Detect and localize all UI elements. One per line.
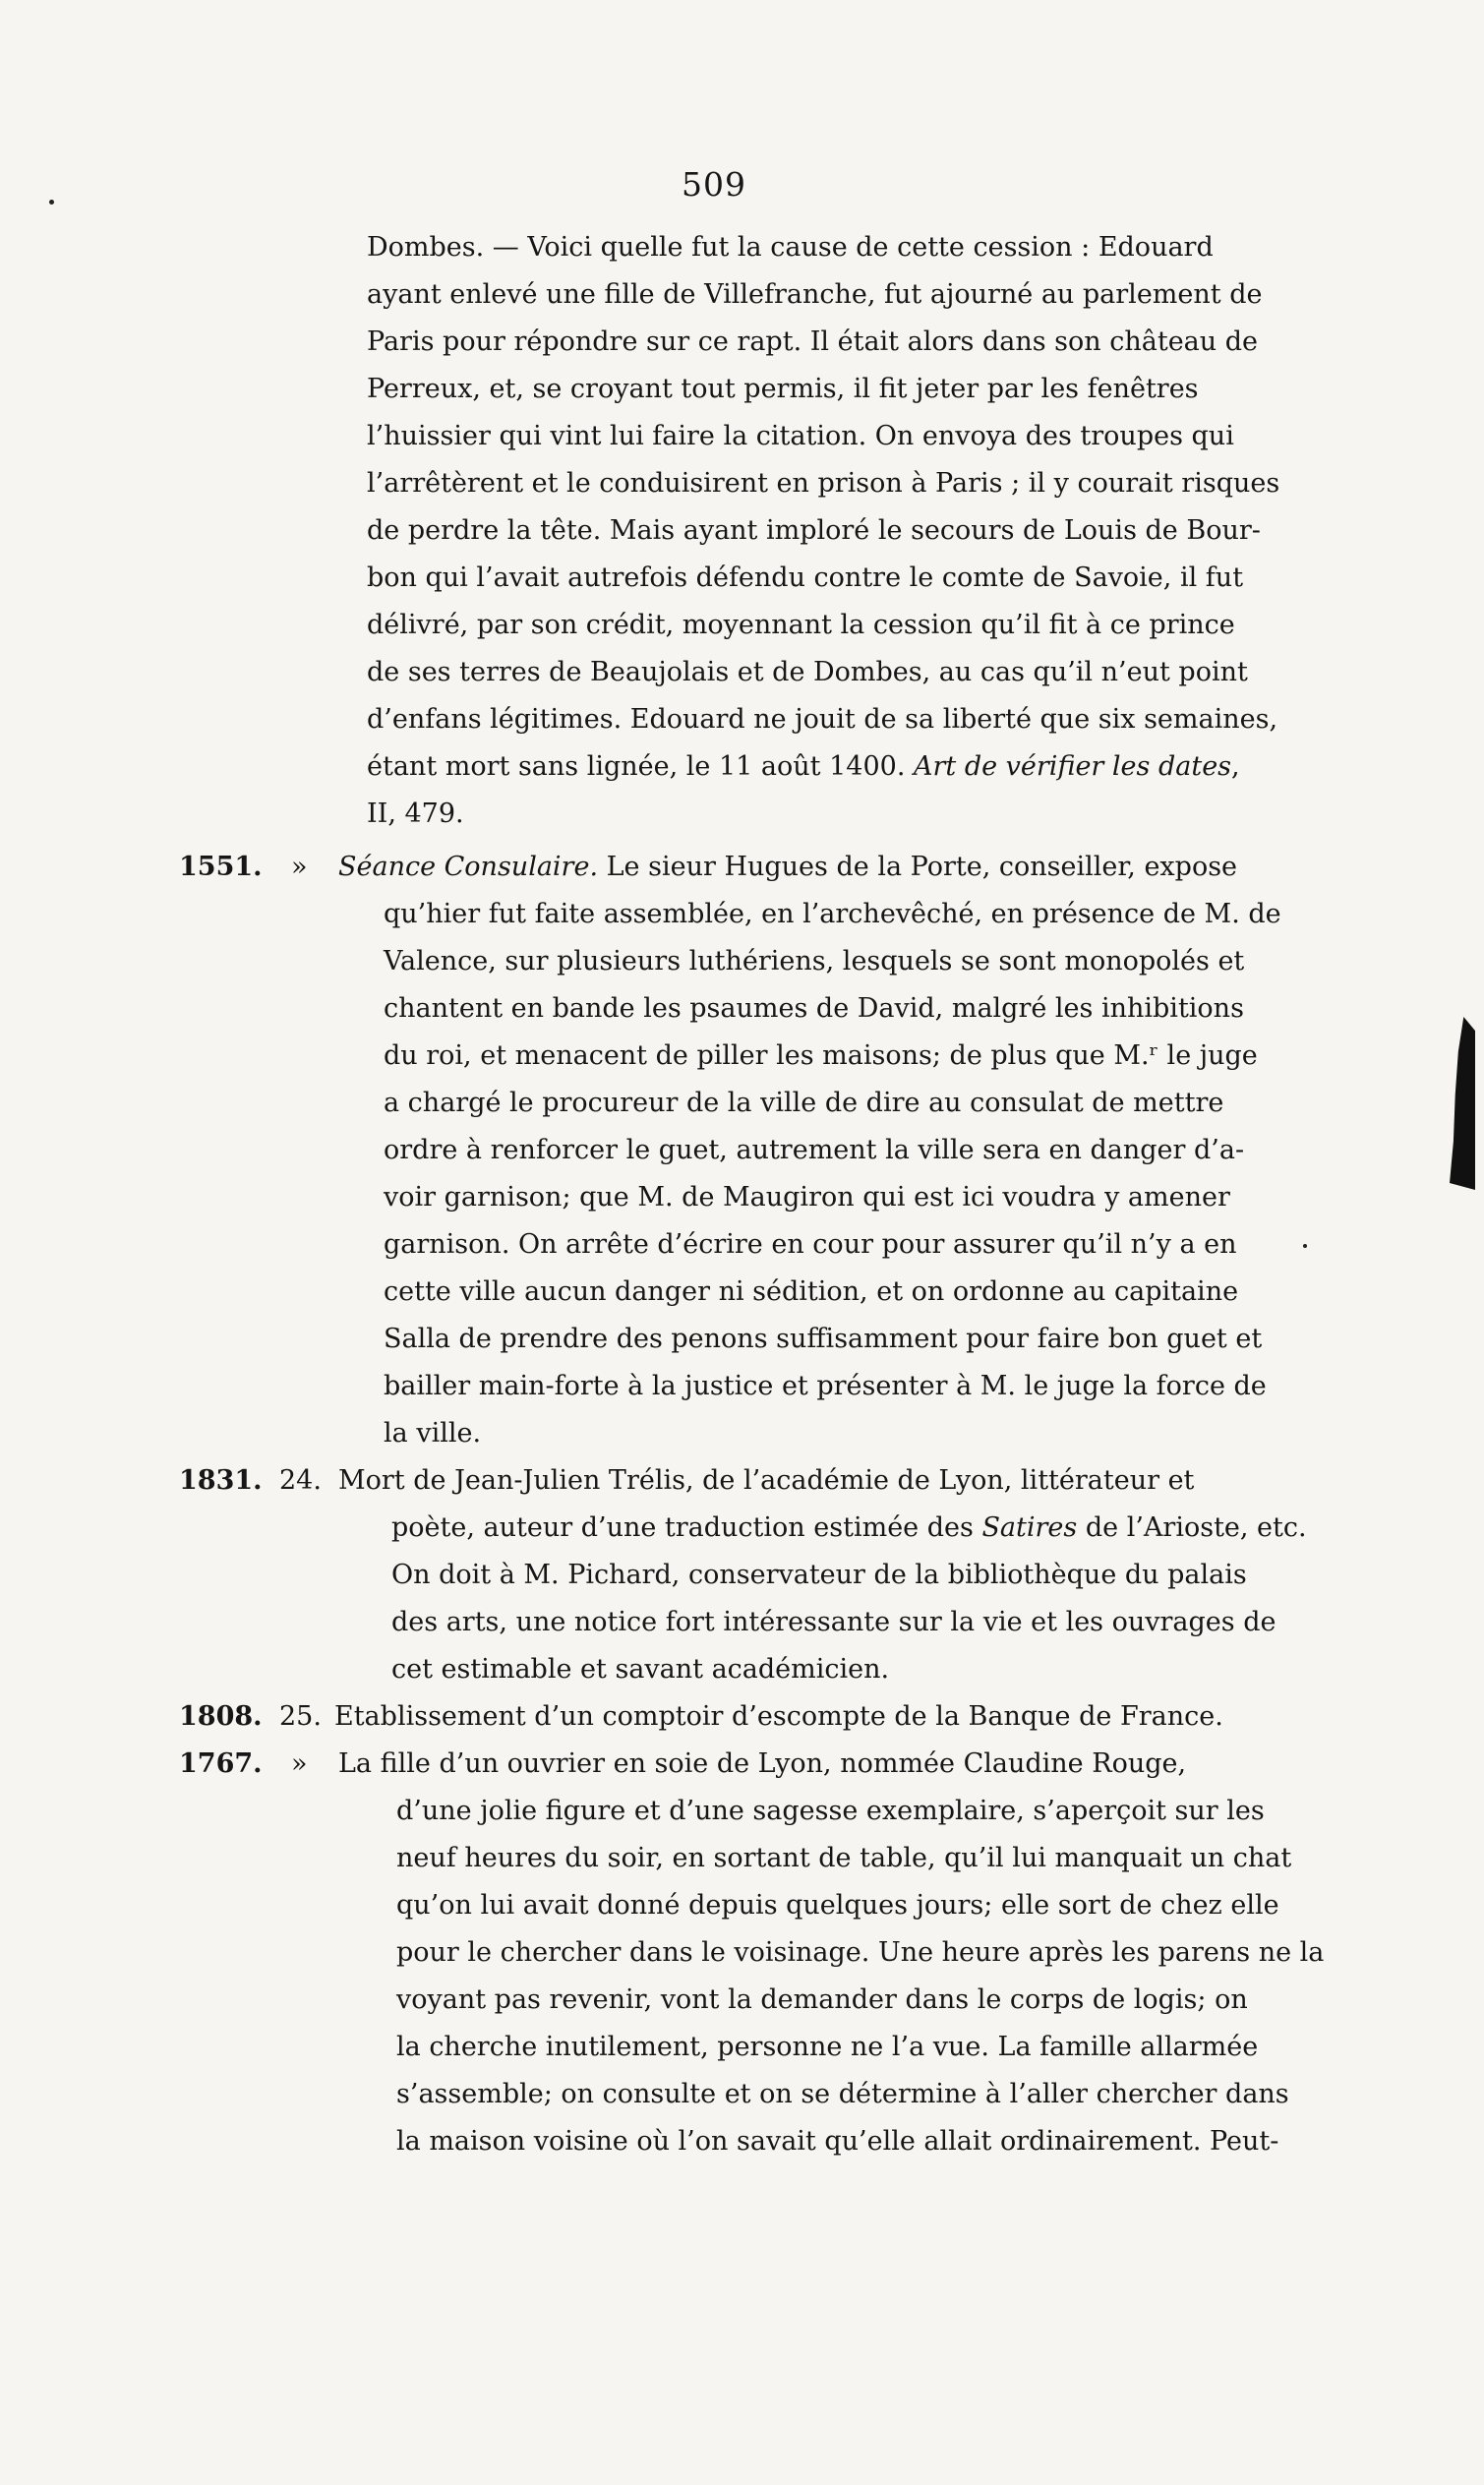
text-line: neuf heures du soir, en sortant de table, qu’il lui manquait un chat xyxy=(396,1843,1292,1873)
text-line: voir garnison; que M. de Maugiron qui est ici voudra y amener xyxy=(384,1182,1230,1213)
page-number: 509 xyxy=(682,165,746,204)
entry-day: 24. xyxy=(279,1465,322,1496)
text-line xyxy=(367,749,1240,785)
text-line: Dombes. — Voici quelle fut la cause de cette cession : Edouard xyxy=(367,232,1214,263)
text-line: qu’on lui avait donné depuis quelques jours; elle sort de chez elle xyxy=(396,1890,1279,1921)
scan-edge-mark xyxy=(1450,1017,1475,1190)
text-line xyxy=(391,1510,1307,1546)
work-title: Satires xyxy=(981,1512,1078,1543)
entry-day: » xyxy=(291,852,308,882)
text-line: On doit à M. Pichard, conservateur de la bibliothèque du palais xyxy=(391,1560,1247,1590)
text-line: garnison. On arrête d’écrire en cour pour assurer qu’il n’y a en xyxy=(384,1229,1237,1260)
text-line: délivré, par son crédit, moyennant la cession qu’il fit à ce prince xyxy=(367,610,1235,640)
text-line: l’huissier qui vint lui faire la citation. On envoya des troupes qui xyxy=(367,421,1234,451)
text-span: , xyxy=(1231,751,1240,782)
text-span: Le sieur Hugues de la Porte, conseiller, expose xyxy=(598,852,1238,882)
text-line: chantent en bande les psaumes de David, malgré les inhibitions xyxy=(384,993,1244,1024)
text-line: Mort de Jean-Julien Trélis, de l’académie de Lyon, littérateur et xyxy=(338,1465,1195,1496)
text-line: s’assemble; on consulte et on se détermine à l’aller chercher dans xyxy=(396,2079,1289,2109)
entry-day: » xyxy=(291,1748,308,1779)
text-line: pour le chercher dans le voisinage. Une heure après les parens ne la xyxy=(396,1937,1325,1968)
text-line: Etablissement d’un comptoir d’escompte de la Banque de France. xyxy=(334,1701,1223,1732)
text-line: ayant enlevé une fille de Villefranche, fut ajourné au parlement de xyxy=(367,279,1263,310)
text-line: cet estimable et savant académicien. xyxy=(391,1654,890,1685)
citation-reference: II, 479. xyxy=(367,799,464,829)
entry-year: 1808. xyxy=(179,1701,263,1732)
entry-title: Séance Consulaire. xyxy=(338,852,599,882)
entry-day: 25. xyxy=(279,1701,322,1732)
entry-year: 1551. xyxy=(179,852,263,882)
text-line: la ville. xyxy=(384,1418,482,1449)
text-line: d’enfans légitimes. Edouard ne jouit de sa liberté que six semaines, xyxy=(367,704,1278,735)
ink-speck xyxy=(1303,1244,1307,1248)
text-line: des arts, une notice fort intéressante sur la vie et les ouvrages de xyxy=(391,1607,1276,1637)
text-line: ordre à renforcer le guet, autrement la ville sera en danger d’a- xyxy=(384,1135,1245,1165)
text-line: Salla de prendre des penons suffisamment pour faire bon guet et xyxy=(384,1324,1263,1354)
text-line: bailler main-forte à la justice et présenter à M. le juge la force de xyxy=(384,1371,1267,1401)
text-line xyxy=(338,850,1237,885)
text-line: Valence, sur plusieurs luthériens, lesquels se sont monopolés et xyxy=(384,946,1245,976)
text-line: l’arrêtèrent et le conduisirent en prison à Paris ; il y courait risques xyxy=(367,468,1280,499)
text-line: Perreux, et, se croyant tout permis, il fit jeter par les fenêtres xyxy=(367,374,1199,404)
text-span: poète, auteur d’une traduction estimée des xyxy=(391,1512,982,1543)
text-line: qu’hier fut faite assemblée, en l’archevêché, en présence de M. de xyxy=(384,899,1281,929)
text-line: d’une jolie figure et d’une sagesse exemplaire, s’aperçoit sur les xyxy=(396,1796,1265,1826)
citation-title: Art de vérifier les dates xyxy=(913,751,1232,782)
text-line: La fille d’un ouvrier en soie de Lyon, nommée Claudine Rouge, xyxy=(338,1748,1187,1779)
text-line: du roi, et menacent de piller les maisons; de plus que M.ʳ le juge xyxy=(384,1040,1258,1071)
text-line: de ses terres de Beaujolais et de Dombes, au cas qu’il n’eut point xyxy=(367,657,1248,687)
text-line: voyant pas revenir, vont la demander dans le corps de logis; on xyxy=(396,1984,1248,2015)
entry-year: 1767. xyxy=(179,1748,263,1779)
text-line: Paris pour répondre sur ce rapt. Il était alors dans son château de xyxy=(367,326,1259,357)
text-line: bon qui l’avait autrefois défendu contre le comte de Savoie, il fut xyxy=(367,562,1244,593)
text-line: a chargé le procureur de la ville de dire au consulat de mettre xyxy=(384,1088,1224,1118)
ink-speck xyxy=(49,200,54,205)
text-line: la maison voisine où l’on savait qu’elle allait ordinairement. Peut- xyxy=(396,2126,1279,2157)
text-span: de l’Arioste, etc. xyxy=(1077,1512,1307,1543)
text-line: cette ville aucun danger ni sédition, et on ordonne au capitaine xyxy=(384,1276,1239,1307)
entry-year: 1831. xyxy=(179,1465,263,1496)
text-line: de perdre la tête. Mais ayant imploré le secours de Louis de Bour- xyxy=(367,515,1261,546)
text-span: étant mort sans lignée, le 11 août 1400. xyxy=(367,751,914,782)
text-line: la cherche inutilement, personne ne l’a vue. La famille allarmée xyxy=(396,2032,1259,2062)
